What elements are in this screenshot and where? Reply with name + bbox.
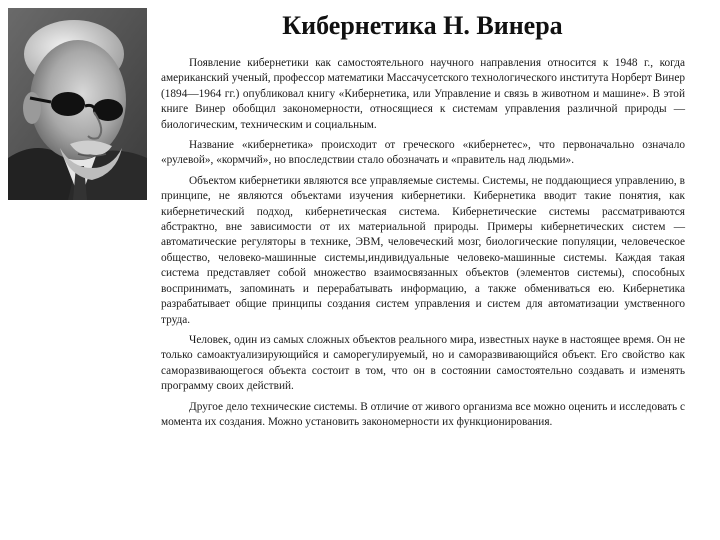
paragraph-4: Человек, один из самых сложных объектов реального мира, известных науке в настоящее время. Он не только самоактуализирующийся и саморегулируемый, но и саморазвивающийся объект. Его свойство как саморазвивающегося объекта состоит в том, что он в состоянии самостоятельно создавать и изменять программу своих действий.	[161, 333, 685, 393]
paragraph-5: Другое дело технические системы. В отличие от живого организма все можно оценить и исследовать с момента их создания. Можно установить закономерности их функционирования.	[161, 400, 685, 428]
slide-title: Кибернетика Н. Винера	[282, 11, 563, 40]
paragraph-1: Появление кибернетики как самостоятельного научного направления относится к 1948 г., когда американский ученый, профессор математики Массачусетского технологического института Норберт Винер (1894—1964 гг.) опубликовал книгу «Кибернетика, или Управление и связь в животном и машине». В этой книге Винер обобщил закономерности, относящиеся к системам управления различной природы — биологическим, техническим и социальным.	[161, 57, 685, 131]
article-body	[161, 56, 685, 435]
paragraph-2: Название «кибернетика» происходит от греческого «кибернетес», что первоначально означало «рулевой», «кормчий», но впоследствии стало обозначать и «правитель над людьми».	[161, 139, 685, 167]
portrait-photo	[8, 8, 147, 200]
paragraph-3: Объектом кибернетики являются все управляемые системы. Системы, не поддающиеся управлению, в принципе, не являются объектами изучения кибернетики. Кибернетика вводит такие понятия, как кибернетический подход, кибернетическая система. Кибернетические системы рассматриваются абстрактно, вне зависимости от их материальной природы. Примеры кибернетических систем — автоматические регуляторы в технике, ЭВМ, человеческий мозг, биологические популяции, человеческое общество, человеко-машинные системы,индивидуальные человеко-машинные системы. Каждая такая система представляет собой множество взаимосвязанных объектов (элементов системы), способных воспринимать, запоминать и перерабатывать информацию, а также обмениваться ею. Кибернетика разрабатывает общие принципы создания систем управления и систем для автоматизации умственного труда.	[161, 174, 685, 326]
